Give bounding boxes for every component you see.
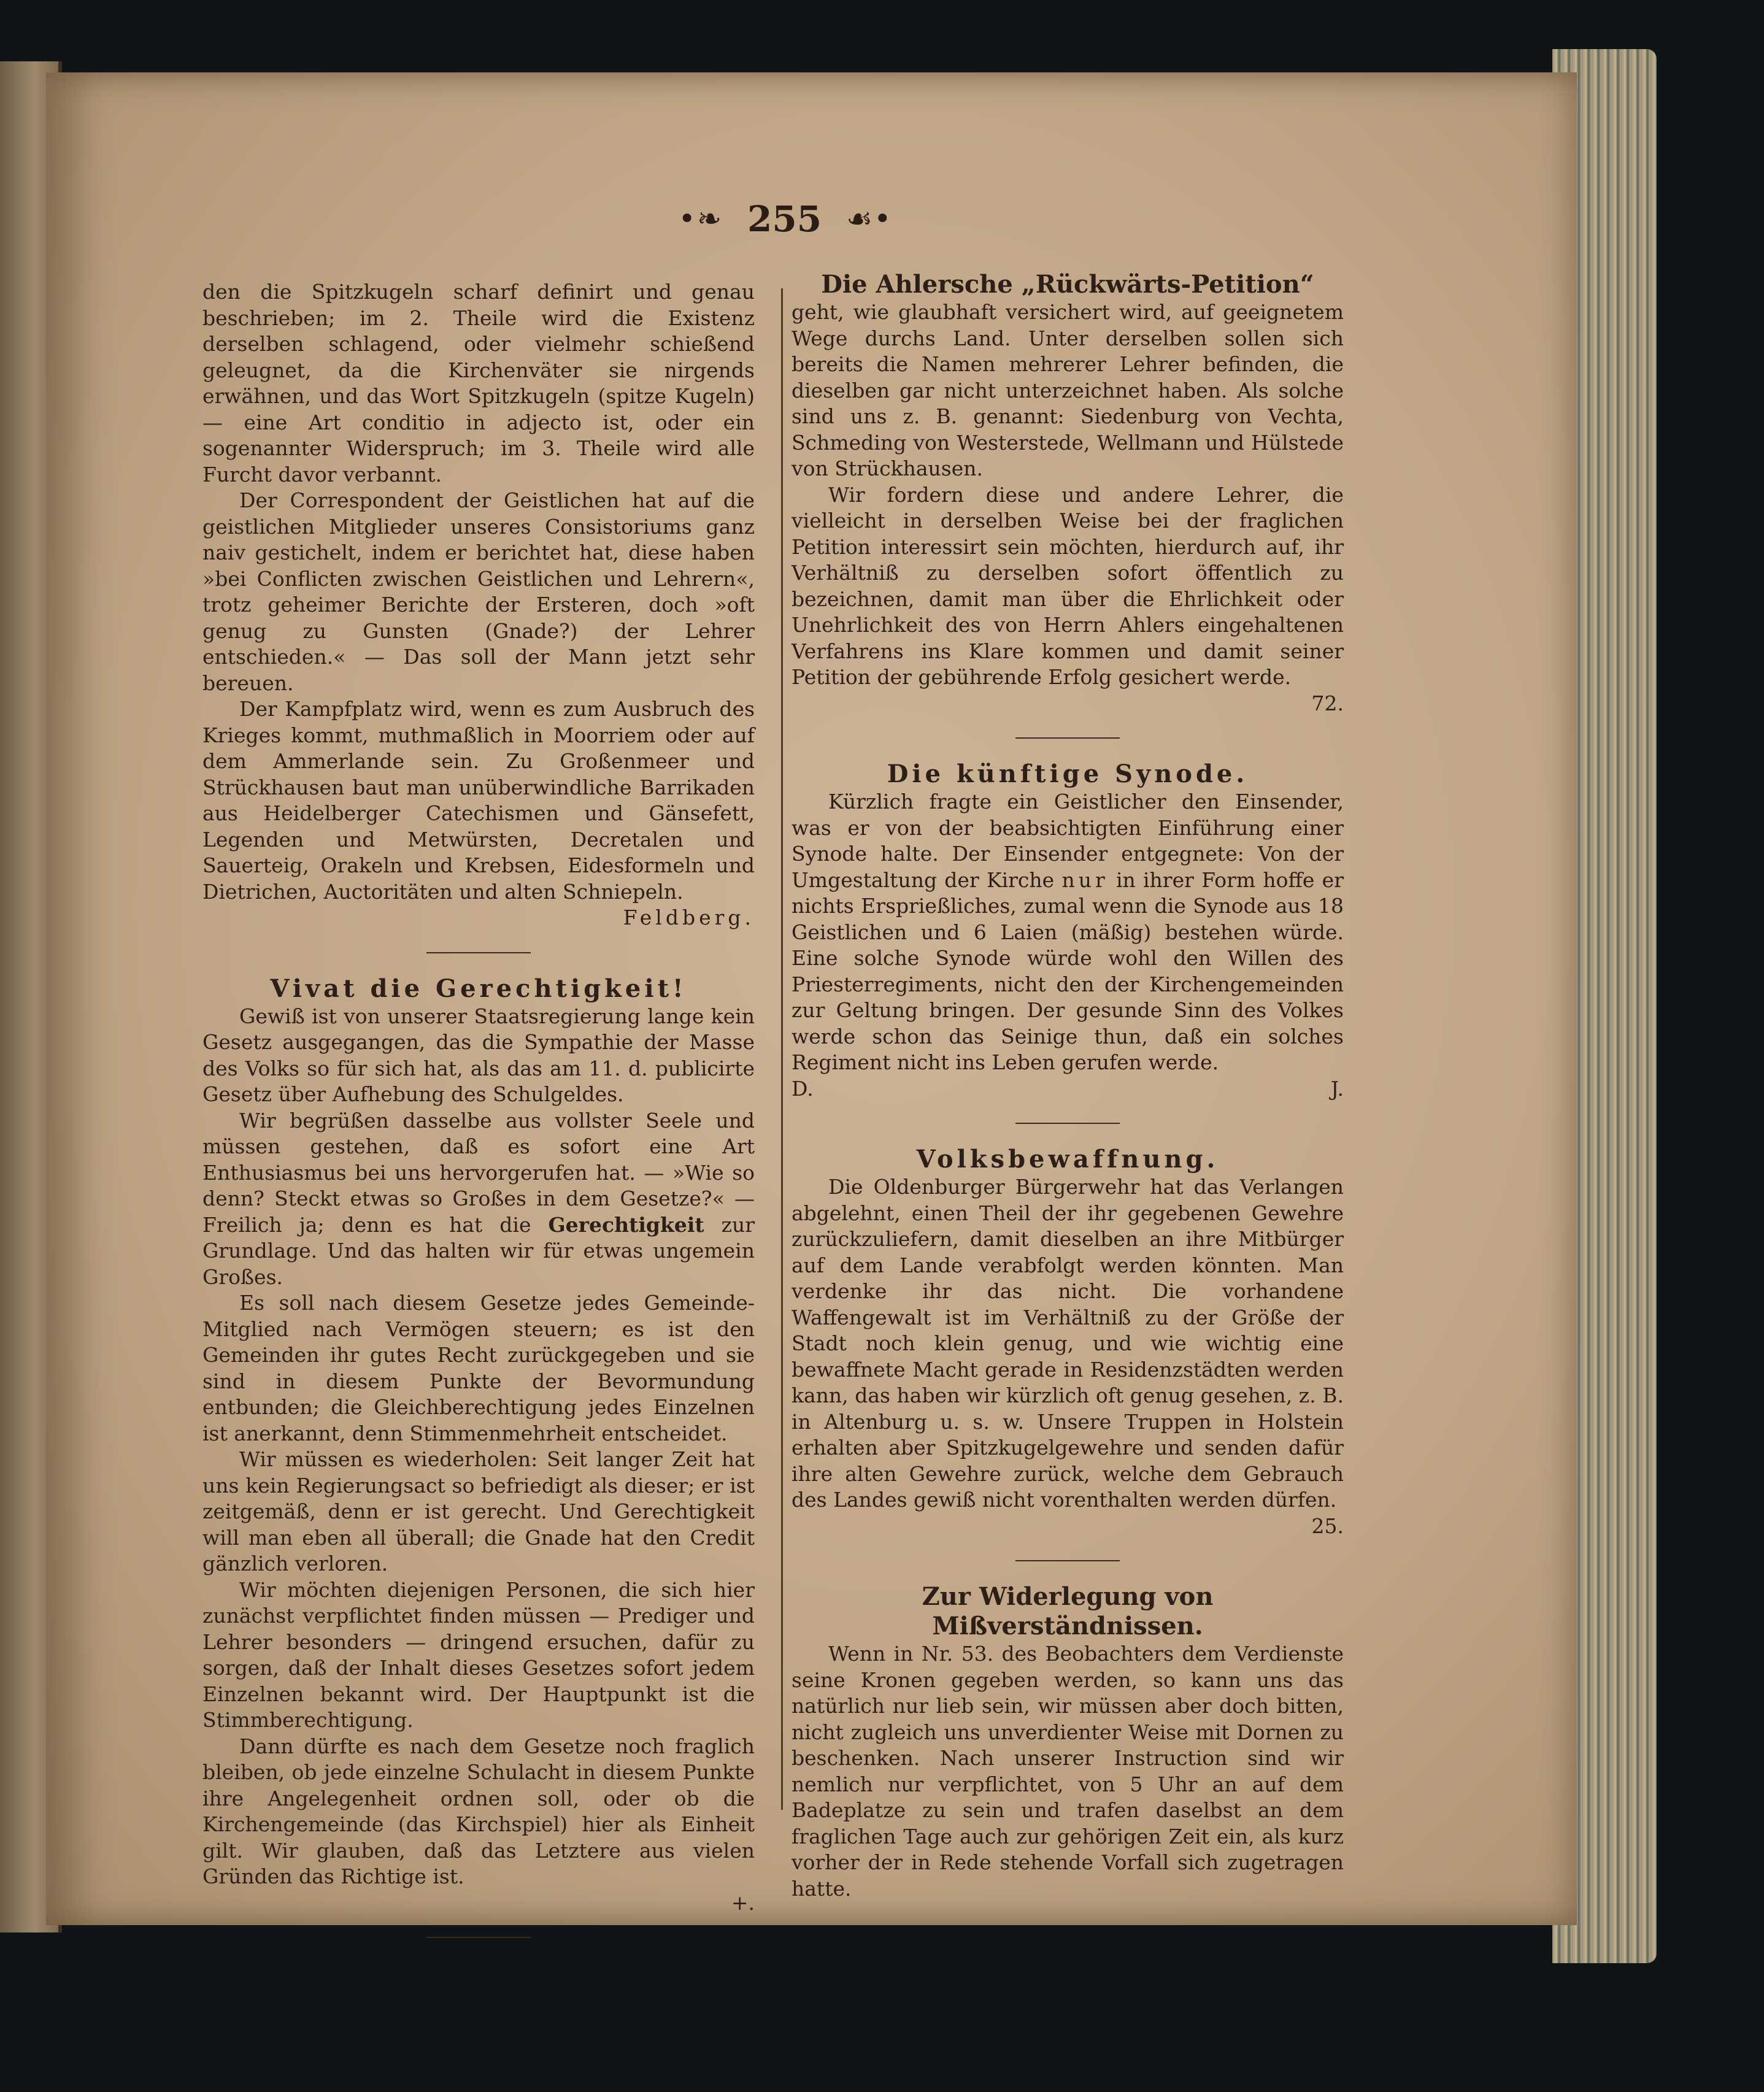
right-ornament-icon: ☙•: [846, 202, 893, 236]
article-signature: 25.: [1311, 1513, 1344, 1538]
right-column: [791, 270, 1344, 1902]
article-paragraph: geht, wie glaubhaft versichert wird, auf geeignetem Wege durchs Land. Unter derselben sollen sich bereits die Namen mehrerer Lehrer befinden, die dieselben gar nicht unterzeichnet haben. Als solche sind uns z. B. genannt: Siedenburg von Vechta, Schmeding von Westerstede, Wellmann und Hülstede von Strückhausen.: [791, 300, 1344, 480]
section-rule: [1015, 1123, 1120, 1124]
article-heading: Zur Widerlegung von Mißverständnissen.: [922, 1582, 1214, 1640]
left-column: [202, 279, 755, 1959]
section-rule: [426, 952, 531, 953]
article-signature: [791, 1076, 1344, 1102]
section-rule: [426, 1937, 531, 1938]
column-divider: [781, 288, 783, 1810]
article-signature: Feldberg.: [623, 906, 755, 929]
emphasis-text: Gerechtigkeit: [548, 1212, 704, 1237]
article-paragraph: Wir fordern diese und andere Lehrer, die vielleicht in derselben Weise bei der fraglichen Petition interessirt sein möchten, hierdurch auf, ihr Verhältniß zu derselben sofort öffentlich zu bezeichnen, damit man über die Ehrlichkeit oder Unehrlichkeit des von Herrn Ahlers eingehaltenen Verfahrens ins Klare kommen und damit seiner Petition der gebührende Erfolg gesichert werde.: [791, 482, 1344, 689]
page-header: [638, 191, 933, 247]
article-signature: 72.: [1311, 691, 1344, 715]
paragraph-text: Kürzlich fragte ein Geistlicher den Einsender, was er von der beabsichtigten Einführung einer Synode halte. Der Einsender entgegnete: Von der Umgestaltung der Kirche: [791, 790, 1344, 892]
article-heading: Die künftige Synode.: [887, 760, 1249, 788]
article-heading: Die Ahlersche „Rückwärts-Petition“: [821, 270, 1314, 299]
article-heading: Volksbewaffnung.: [916, 1145, 1219, 1174]
emphasis-text: nur: [1061, 867, 1109, 892]
article-paragraph: Es soll nach diesem Gesetze jedes Gemeinde-Mitglied nach Vermögen steuern; es ist den Gemeinden ihr gutes Recht zurückgegeben und sie sind in diesem Punkte der Bevormundung entbunden; die Gleichberechtigung jedes Einzelnen ist anerkannt, denn Stimmenmehrheit entscheidet.: [202, 1291, 755, 1445]
paragraph-text: zur Grundlage. Und das halten wir für etwas ungemein Großes.: [202, 1212, 755, 1289]
page-number: 255: [747, 198, 822, 240]
paragraph-text: Wir begrüßen dasselbe aus vollster Seele und müssen gestehen, daß es sofort eine Art Enthusiasmus bei uns hervorgerufen hat. — »Wie so denn? Steckt etwas so Großes in dem Gesetze?« — Freilich ja; denn es hat die: [202, 1108, 755, 1237]
paragraph-text: in ihrer Form hoffe er nichts Ersprießliches, zumal wenn die Synode aus 18 Geistlichen und 6 Laien (mäßig) bestehen würde. Eine solche Synode würde wohl den Willen des Priesterregiments, nicht den der Kirchengemeinden zur Geltung bringen. Der gesunde Sinn des Volkes werde schon das Seinige thun, daß ein solches Regiment nicht ins Leben gerufen werde.: [791, 867, 1344, 1074]
article-paragraph: Gewiß ist von unserer Staatsregierung lange kein Gesetz ausgegangen, das die Sympathie der Masse des Volks so für sich hat, als das am 11. d. publicirte Gesetz über Aufhebung des Schulgeldes.: [202, 1004, 755, 1106]
article-paragraph: Der Correspondent der Geistlichen hat auf die geistlichen Mitglieder unseres Consistoriums ganz naiv gestichelt, indem er berichtet hat, diese haben »bei Conflicten zwischen Geistlichen und Lehrern«, trotz geheimer Berichte der Ersteren, doch »oft genug zu Gunsten (Gnade?) der Lehrer entschieden.« — Das soll der Mann jetzt sehr bereuen.: [202, 488, 755, 695]
left-ornament-icon: •❧: [678, 202, 723, 236]
article-paragraph: [791, 789, 1344, 1076]
article-paragraph: Die Oldenburger Bürgerwehr hat das Verlangen abgelehnt, einen Theil der ihr gegebenen Gewehre zurückzuliefern, damit dieselben an ihre Mitbürger auf dem Lande verabfolgt werden könnten. Man verdenke ihr das nicht. Die vorhandene Waffengewalt ist im Verhältniß zu der Größe der Stadt noch klein genug, und wie wichtig eine bewaffnete Macht gerade in Residenzstädten werden kann, das haben wir kürzlich oft genug gesehen, z. B. in Altenburg u. s. w. Unsere Truppen in Holstein erhalten aber Spitzkugelgewehre und senden dafür ihre alten Gewehre zurück, welche dem Gebrauch des Landes gewiß nicht vorenthalten werden dürfen.: [791, 1175, 1344, 1512]
article-signature: +.: [731, 1890, 755, 1915]
section-rule: [1015, 1560, 1120, 1561]
article-continuation: den die Spitzkugeln scharf definirt und genau beschrieben; im 2. Theile wird die Existenz derselben schlagend, oder vielmehr schießend geleugnet, da die Kirchenväter sie nirgends erwähnen, und das Wort Spitzkugeln (spitze Kugeln) — eine Art conditio in adjecto ist, oder ein sogenannter Widerspruch; im 3. Theile wird alle Furcht davor verbannt.: [202, 280, 755, 486]
article-paragraph: Der Kampfplatz wird, wenn es zum Ausbruch des Krieges kommt, muthmaßlich in Moorriem oder auf dem Ammerlande sein. Zu Großenmeer und Strückhausen baut man unüberwindliche Barrikaden aus Heidelberger Catechismen und Gänsefett, Legenden und Metwürsten, Decretalen und Sauerteig, Orakeln und Krebsen, Eidesformeln und Dietrichen, Auctoritäten und alten Schniepeln.: [202, 697, 755, 904]
signature-initial: D.: [791, 1076, 814, 1101]
section-rule: [1015, 737, 1120, 739]
article-paragraph: Wenn in Nr. 53. des Beobachters dem Verdienste seine Kronen gegeben werden, so kann uns das natürlich nur lieb sein, wir müssen aber doch bitten, nicht zugleich uns unverdienter Weise mit Dornen zu beschenken. Nach unserer Instruction sind wir nemlich nur verpflichtet, von 5 Uhr an auf dem Badeplatze zu sein und trafen daselbst an dem fraglichen Tage auch zur gehörigen Zeit ein, als kurz vorher der in Rede stehende Vorfall sich zugetragen hatte.: [791, 1642, 1344, 1901]
article-paragraph: Wir müssen es wiederholen: Seit langer Zeit hat uns kein Regierungsact so befriedigt als dieser; er ist zeitgemäß, denn er ist gerecht. Und Gerechtigkeit will man eben all überall; die Gnade hat den Credit gänzlich verloren.: [202, 1447, 755, 1575]
signature-initial: J.: [1330, 1076, 1344, 1101]
article-paragraph: [202, 1108, 755, 1291]
article-paragraph: Dann dürfte es nach dem Gesetze noch fraglich bleiben, ob jede einzelne Schulacht in diesem Punkte ihre Angelegenheit ordnen soll, oder ob die Kirchengemeinde (das Kirchspiel) hier als Einheit gilt. Wir glauben, daß das Letztere aus vielen Gründen das Richtige ist.: [202, 1734, 755, 1888]
article-paragraph: Wir möchten diejenigen Personen, die sich hier zunächst verpflichtet finden müssen — Prediger und Lehrer besonders — dringend ersuchen, dafür zu sorgen, daß der Inhalt dieses Gesetzes sofort jedem Einzelnen bekannt wird. Der Hauptpunkt ist die Stimmberechtigung.: [202, 1577, 755, 1732]
article-heading: Vivat die Gerechtigkeit!: [270, 974, 687, 1003]
